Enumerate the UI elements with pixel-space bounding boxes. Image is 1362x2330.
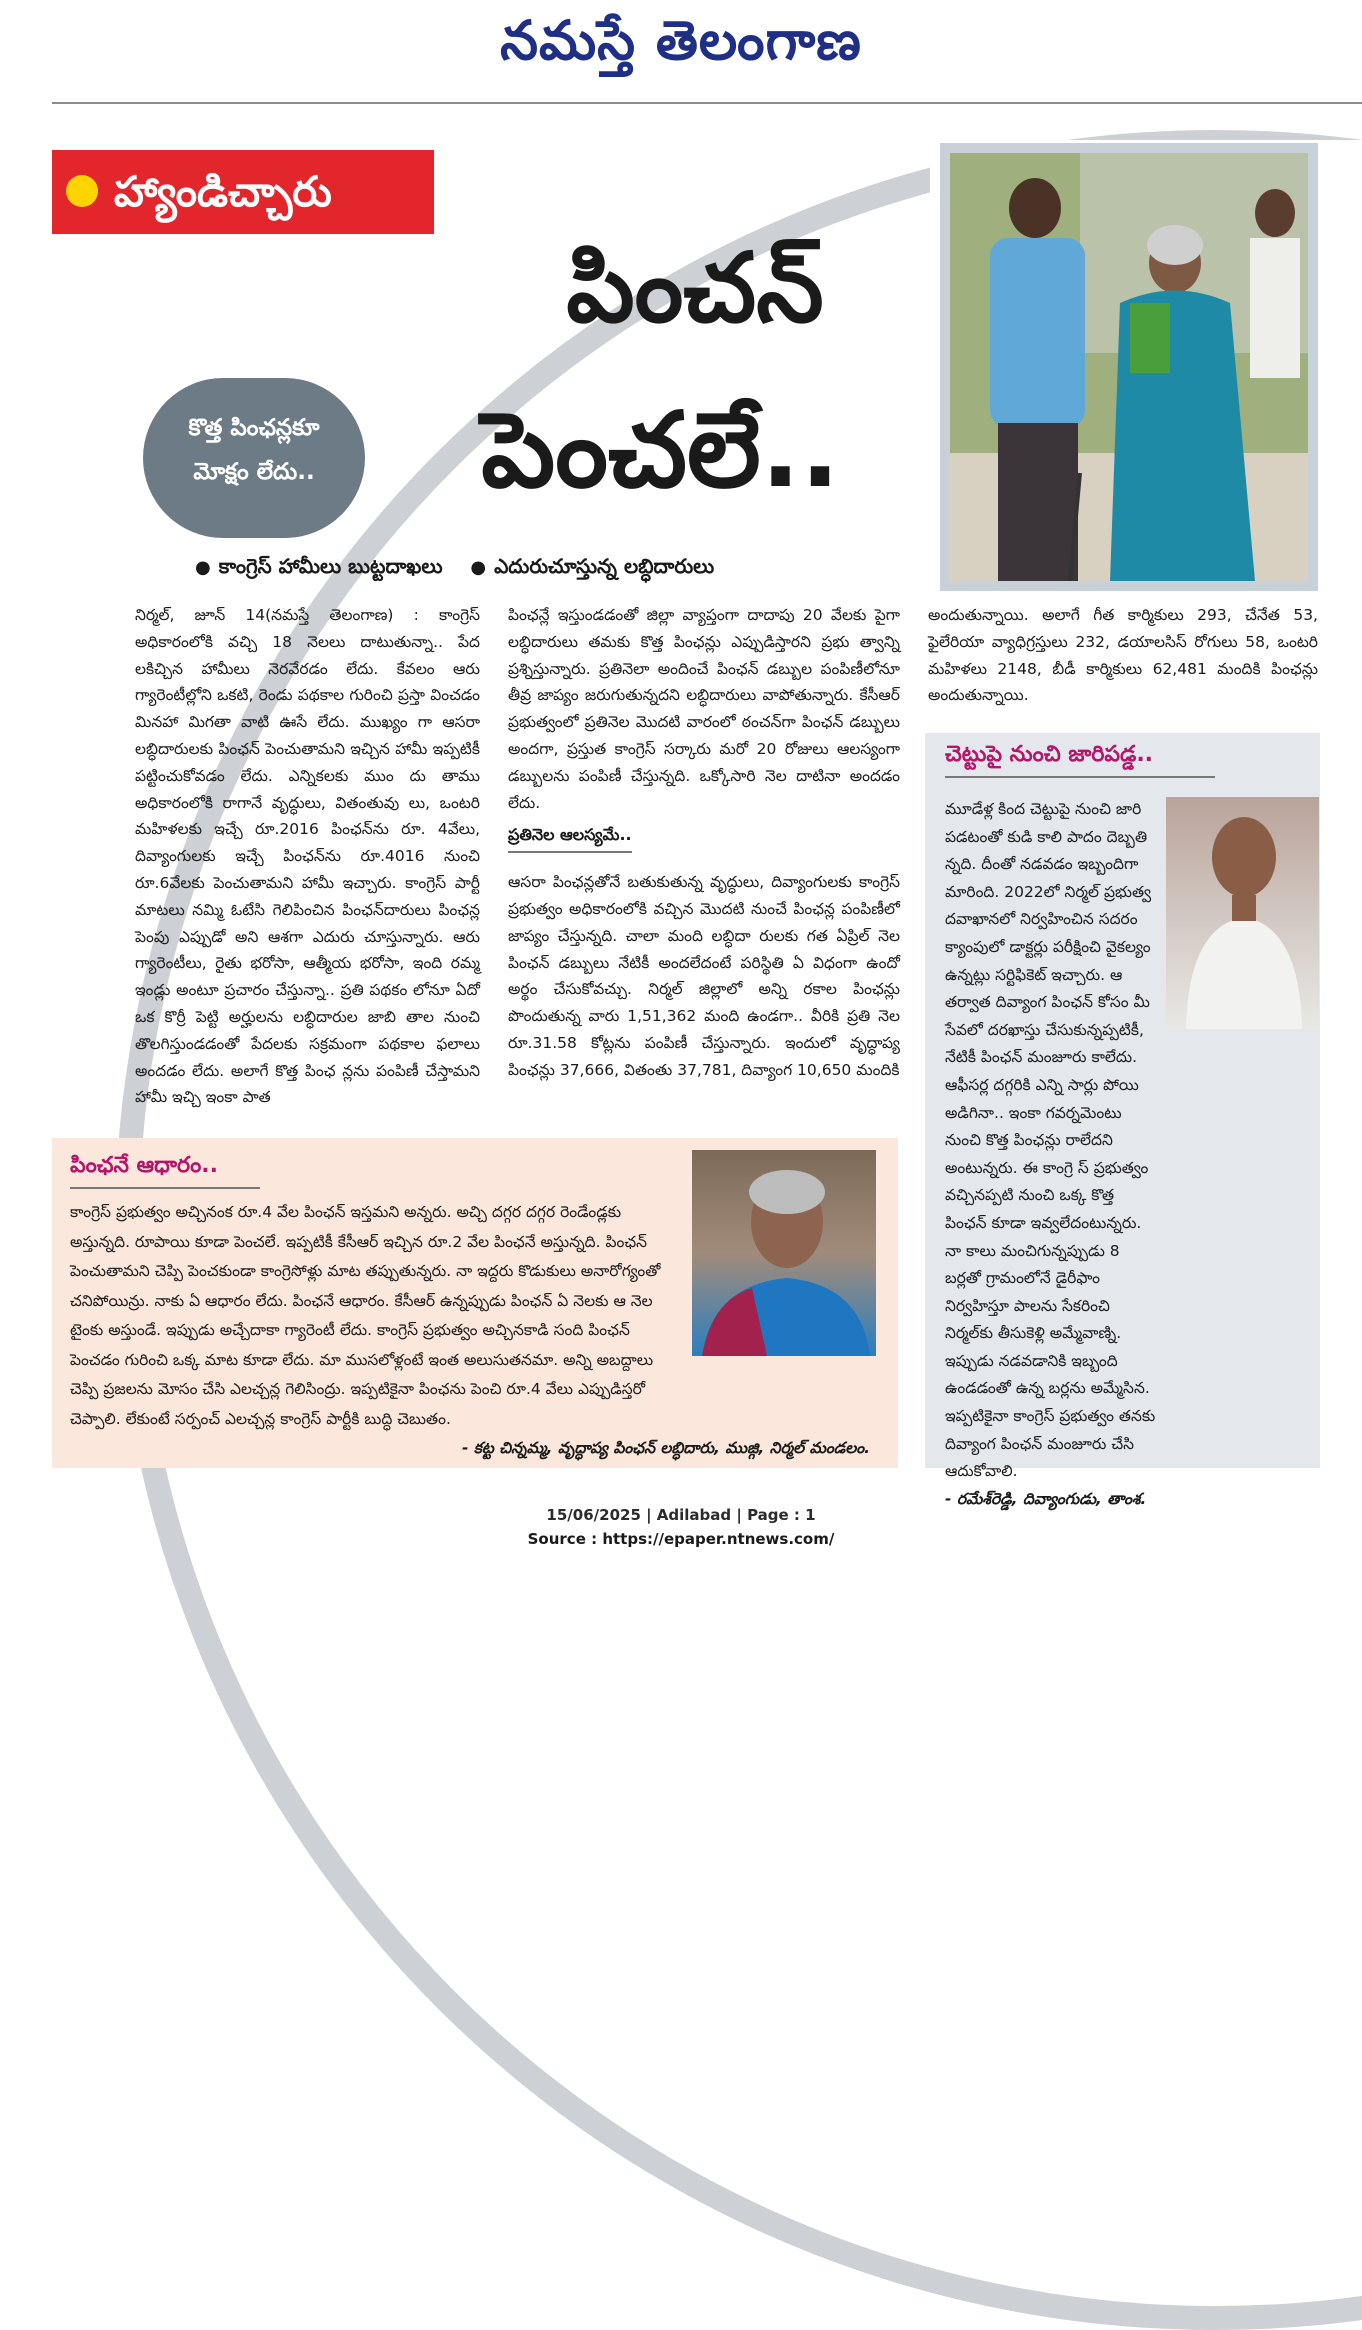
article-column-2 (508, 602, 900, 1084)
article-column-1: నిర్మల్, జూన్ 14(నమస్తే తెలంగాణ) : కాంగ్రెస్ అధికారంలోకి వచ్చి 18 నెలలు దాటుతున్నా.. పేద లకిచ్చిన హామీలు నెరవేరడం లేదు. కేవలం ఆరు గ్యారెంటీల్లోని ఒకటి, రెండు పథకాల గురించి ప్రస్తా వించడం మినహా మిగతా వాటి ఊసే లేదు. ముఖ్యం గా ఆసరా లబ్ధిదారులకు పింఛన్ పెంచుతామని ఇచ్చిన హామీ ఇప్పటికీ పట్టించుకోవడం లేదు. ఎన్నికలకు ముం దు తాము అధికారంలోకి రాగానే వృద్ధులు, వితంతువు లు, ఒంటరి మహిళలకు ఇచ్చే రూ.2016 పింఛన్‌ను రూ. 4వేలు, దివ్యాంగులకు ఇచ్చే పింఛన్‌ను రూ.4016 నుంచి రూ.6వేలకు పెంచుతామని హామీ ఇచ్చారు. కాంగ్రెస్ పార్టీ మాటలు నమ్మి ఓటేసి గెలిపించిన పింఛన్‌దారులు పింఛన్ల పెంపు ఎప్పుడో అని ఆశగా ఎదురు చూస్తున్నారు. ఆరు గ్యారెంటీలు, రైతు భరోసా, ఆత్మీయ భరోసా, ఇంది రమ్మ ఇండ్లు అంటూ ప్రచారం చేస్తున్నా.. ప్రతి పథకం లోనూ ఏదో ఒక కొర్రీ పెట్టి అర్హులను లబ్ధిదారుల జాబి తాల నుంచి తొలగిస్తుండడంతో పేదలకు సక్రమంగా పథకాల ఫలాలు అందడం లేదు. అలాగే కొత్త పింఛ న్లను పంపిణీ చేస్తామని హామీ ఇచ్చి ఇంకా పాత (135, 606, 480, 1107)
bullet-icon: ● (195, 557, 211, 578)
article-column-3: అందుతున్నాయి. అలాగే గీత కార్మికులు 293, చేనేత 53, ఫైలేరియా వ్యాధిగ్రస్తులు 232, డయాలసిస్ రోగులు 58, ఒంటరి మహిళలు 2148, బీడీ కార్మికులు 62,481 మందికి పింఛన్లు అందుతున్నాయి. (928, 606, 1318, 705)
masthead-divider (52, 102, 1362, 104)
page-footer (0, 1503, 1362, 1551)
sidebar-left-signature: - కట్ట చిన్నమ్మ, వృద్ధాప్య పింఛన్ లబ్ధిదారు, ముజ్గి, నిర్మల్ మండలం. (461, 1439, 870, 1457)
sidebar-right-body: మూడేళ్ల కింద చెట్టుపై నుంచి జారి పడటంతో కుడి కాలి పాదం దెబ్బతి న్నది. దీంతో నడవడం ఇబ్బందిగా మారింది. 2022లో నిర్మల్ ప్రభుత్వ దవాఖానలో నిర్వహించిన సదరం క్యాంపులో డాక్టర్లు పరీక్షించి వైకల్యం ఉన్నట్లు సర్టిఫికెట్ ఇచ్చారు. ఆ తర్వాత దివ్యాంగ పింఛన్ కోసం మీ సేవలో దరఖాస్తు చేసుకున్నప్పటికీ, నేటికీ పింఛన్ మంజూరు కాలేదు. ఆఫీసర్ల దగ్గరికి ఎన్ని సార్లు పోయి అడిగినా.. ఇంకా గవర్నమెంటు నుంచి కొత్త పింఛన్లు రాలేదని అంటున్నరు. ఈ కాంగ్రె స్ ప్రభుత్వం వచ్చినప్పటి నుంచి ఒక్క కొత్త పింఛన్ కూడా ఇవ్వలేదంటున్నరు. నా కాలు మంచిగున్నప్పుడు 8 బర్లతో గ్రామంలోనే డైరీఫాం నిర్వహిస్తూ పాలను సేకరించి నిర్మల్‌కు తీసుకెళ్లి అమ్మేవాణ్ని. ఇప్పుడు నడవడానికి ఇబ్బంది ఉండడంతో ఉన్న బర్లను అమ్మేసిన. ఇప్పటికైనా కాంగ్రెస్ ప్రభుత్వం తనకు దివ్యాంగ పింఛన్ మంజూరు చేసి ఆదుకోవాలి. (945, 800, 1156, 1481)
sidebar-right-signature: - రమేశ్‌రెడ్డి, దివ్యాంగుడు, తాంశ. (945, 1489, 1147, 1508)
main-photo (950, 153, 1308, 581)
sidebar-right-text (945, 796, 1300, 1513)
column-subheading: ప్రతినెల ఆలస్యమే.. (508, 822, 632, 853)
sidebar-right-title: చెట్టుపై నుంచి జారిపడ్డ.. (945, 742, 1215, 778)
bullet-icon: ● (470, 557, 487, 578)
subhead-2: ఎదురుచూస్తున్న లబ్ధిదారులు (494, 554, 715, 578)
callout-line-2: మోక్షం లేదు.. (193, 459, 315, 485)
masthead-logo: నమస్తే తెలంగాణ (500, 8, 862, 72)
highlight-callout (143, 378, 365, 538)
sidebar-left-text (70, 1198, 870, 1464)
article-column-2-part-2: ఆసరా పింఛన్లతోనే బతుకుతున్న వృద్ధులు, దివ్యాంగులకు కాంగ్రెస్ ప్రభుత్వం అధికారంలోకి వచ్చిన మొదటి నుంచే పింఛన్ల పంపిణీలో జాప్యం చేస్తున్నది. చాలా మంది లబ్ధిదా రులకు గత ఏప్రిల్ నెల పింఛన్ డబ్బులు నేటికీ అందలేదంటే పరిస్థితి ఏ విధంగా ఉందో అర్థం చేసుకోవచ్చు. నిర్మల్ జిల్లాలో అన్ని రకాల పింఛన్లు పొందుతున్న వారు 1,51,362 మంది ఉండగా.. వీరికి ప్రతి నెల రూ.31.58 కోట్లను పంపిణీ చేస్తున్నారు. ఇందులో వృద్ధాప్య పింఛన్లు 37,666, వితంతు 37,781, దివ్యాంగ 10,650 మందికి (508, 873, 900, 1079)
subhead-1: కాంగ్రెస్ హామీలు బుట్టదాఖలు (218, 554, 443, 578)
footer-edition-info: 15/06/2025 | Adilabad | Page : 1 (546, 1506, 816, 1524)
elderly-couple-illustration (950, 153, 1308, 581)
headline-line-1: పించన్ (566, 232, 824, 344)
bullet-dot-icon (66, 175, 98, 207)
headline-line-2: పెంచలే.. (481, 389, 840, 511)
sidebar-left-title: పింఛనే ఆధారం.. (70, 1153, 260, 1189)
sidebar-left-body: కాంగ్రెస్ ప్రభుత్వం అచ్చినంక రూ.4 వేల పింఛన్ ఇస్తమని అన్నరు. అచ్చి దగ్గర దగ్గర రెండేండ్లకు అస్తున్నది. రూపాయి కూడా పెంచలే. ఇప్పటికీ కేసీఆర్ ఇచ్చిన రూ.2 వేల పింఛనే అస్తున్నది. పింఛన్ పెంచుతామని చెప్పి పెంచకుండా కాంగ్రెసోళ్లు మాట తప్పుతున్నరు. నా ఇద్దరు కొడుకులు అనారోగ్యంతో చనిపోయిన్రు. నాకు ఏ ఆధారం లేదు. పింఛనే ఆధారం. కేసీఆర్ ఉన్నప్పుడు పింఛన్ ఏ నెలకు ఆ నెల టైంకు అస్తుండే. ఇప్పుడు అచ్చేదాకా గ్యారెంటీ లేదు. కాంగ్రెస్ ప్రభుత్వం అచ్చినకాడి సంది పింఛన్ పెంచడం గురించి ఒక్క మాట కూడా లేదు. మా ముసలోళ్లంటే ఇంత అలుసుతనమా. అన్ని అబద్దాలు చెప్పి ప్రజలను మోసం చేసి ఎలచ్చన్ల గెలిసింద్రు. ఇప్పటికైనా పింఛను పెంచి రూ.4 వేలు ఎప్పుడిస్తరో చెప్పాలి. లేకుంటే సర్పంచ్ ఎలచ్చన్ల కాంగ్రెస్ పార్టీకి బుద్ధి చెబుతం. (70, 1203, 661, 1428)
callout-line-1: కొత్త పింఛన్లకూ (188, 415, 320, 441)
footer-source-link[interactable]: Source : https://epaper.ntnews.com/ (527, 1530, 835, 1548)
section-label: హ్యాండిచ్చారు (52, 150, 434, 234)
article-column-2-part-1: పింఛన్లే ఇస్తుండడంతో జిల్లా వ్యాప్తంగా దాదాపు 20 వేలకు పైగా లబ్ధిదారులు తమకు కొత్త పింఛన్లు ఎప్పుడిస్తారని ప్రభు త్వాన్ని ప్రశ్నిస్తున్నారు. ప్రతినెలా అందించే పింఛన్ డబ్బుల పంపిణీలోనూ తీవ్ర జాప్యం జరుగుతున్నదని లబ్ధిదారులు వాపోతున్నారు. కేసీఆర్ ప్రభుత్వంలో ప్రతినెల మొదటి వారంలో ఠంచన్‌గా పింఛన్ డబ్బులు అందగా, ప్రస్తుత కాంగ్రెస్ సర్కారు మరో 20 రోజులు ఆలస్యంగా డబ్బులను పంపిణీ చేస్తున్నది. ఒక్కోసారి నెల దాటినా అందడం లేదు. (508, 606, 900, 812)
sub-headlines (195, 550, 915, 584)
